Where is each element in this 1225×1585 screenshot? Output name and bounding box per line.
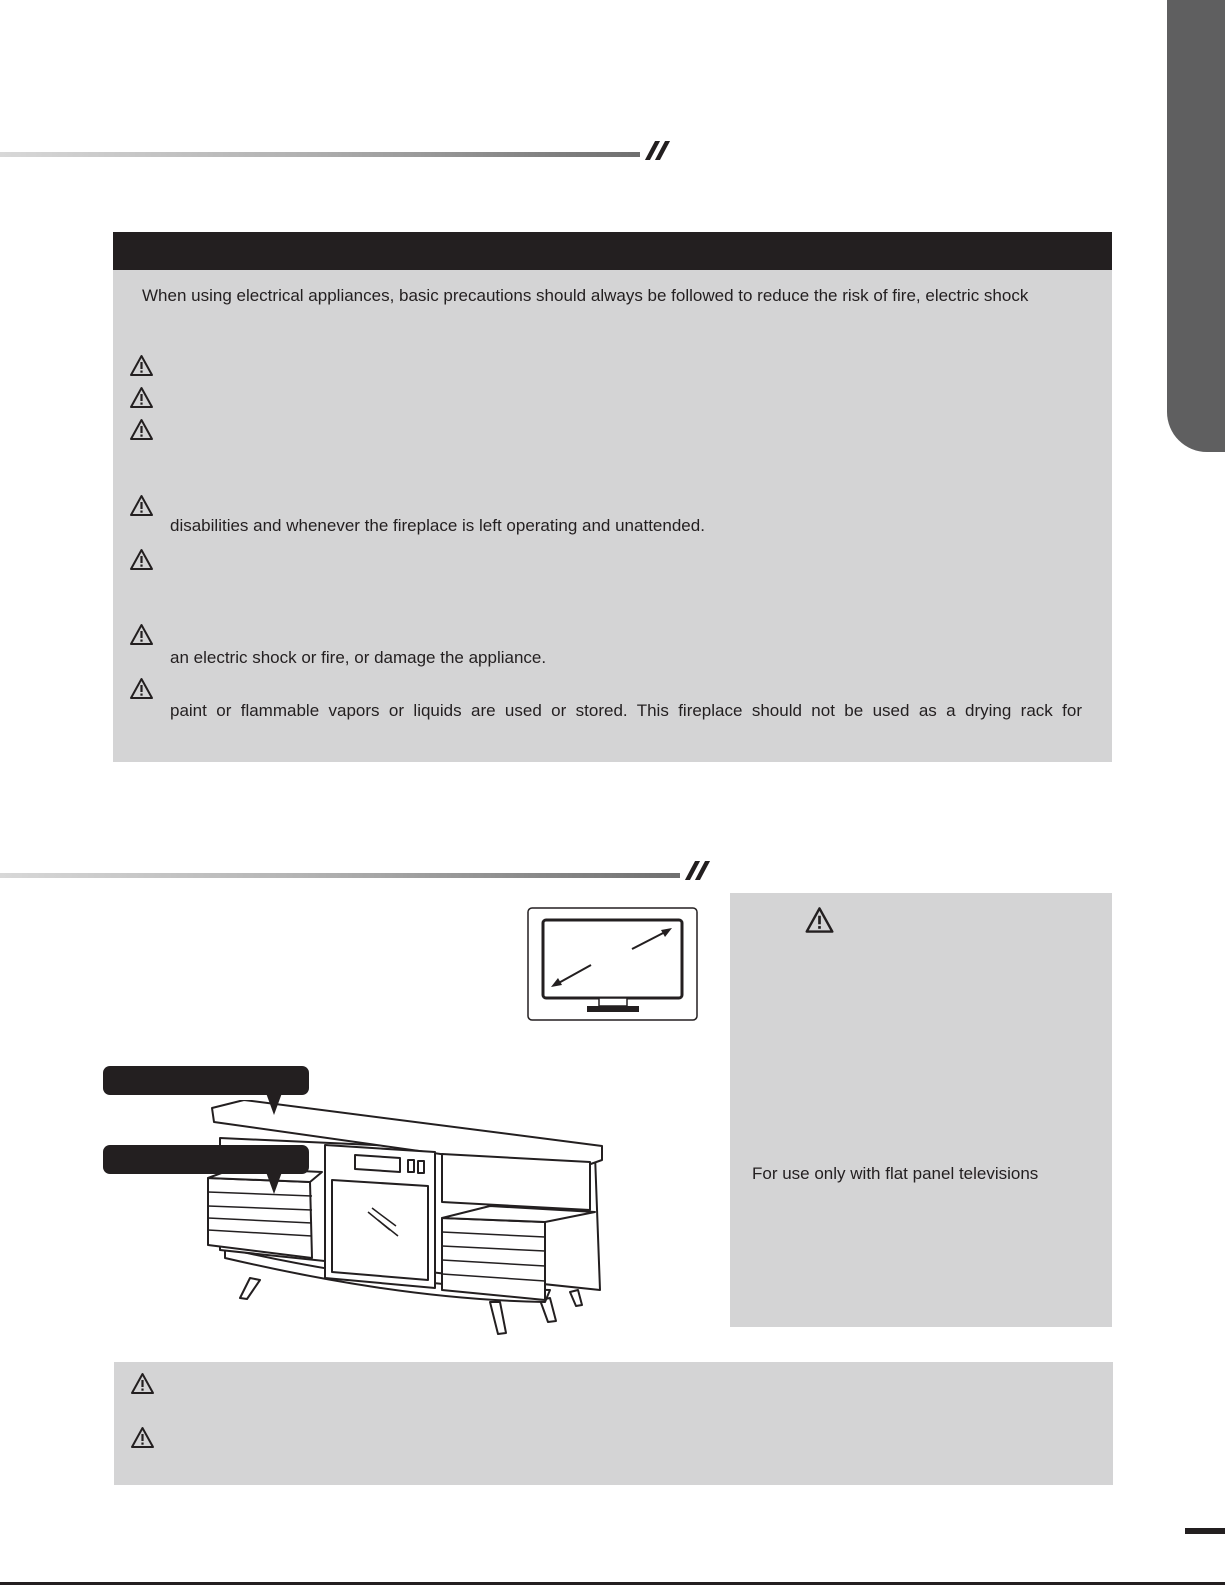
safety-line-shock: an electric shock or fire, or damage the appliance. <box>170 648 547 667</box>
section-divider-top <box>0 152 640 157</box>
tv-diagonal-icon <box>527 907 698 1021</box>
callout-label-top <box>103 1066 309 1095</box>
safety-panel-header <box>113 232 1112 270</box>
safety-precautions-panel <box>113 232 1112 762</box>
side-section-tab <box>1167 0 1225 452</box>
safety-line-paint: paint or flammable vapors or liquids are used or stored. This fireplace should not be used as a drying rack for <box>170 701 1082 720</box>
page-corner-mark <box>1185 1528 1225 1534</box>
safety-intro-text: When using electrical appliances, basic precautions should always be followed to reduce the risk of fire, electric shock <box>142 286 1029 305</box>
safety-line-disabilities: disabilities and whenever the fireplace is left operating and unattended. <box>170 516 705 535</box>
warning-triangle-icon <box>129 548 154 571</box>
tv-usage-info-panel <box>730 893 1112 1327</box>
section-divider-middle <box>0 873 680 878</box>
warning-triangle-icon <box>129 494 154 517</box>
callout-pointer <box>266 1172 282 1194</box>
warning-triangle-icon <box>804 906 835 934</box>
flat-panel-only-text: For use only with flat panel televisions <box>752 1164 1039 1183</box>
warning-triangle-icon <box>129 677 154 700</box>
callout-label-bottom <box>103 1145 309 1174</box>
bottom-warning-panel <box>114 1362 1113 1485</box>
warning-triangle-icon <box>130 1426 155 1449</box>
warning-triangle-icon <box>129 354 154 377</box>
warning-triangle-icon <box>129 623 154 646</box>
callout-pointer <box>266 1093 282 1115</box>
warning-triangle-icon <box>129 418 154 441</box>
warning-triangle-icon <box>129 386 154 409</box>
warning-triangle-icon <box>130 1372 155 1395</box>
fireplace-tv-stand-illustration <box>200 1100 610 1350</box>
